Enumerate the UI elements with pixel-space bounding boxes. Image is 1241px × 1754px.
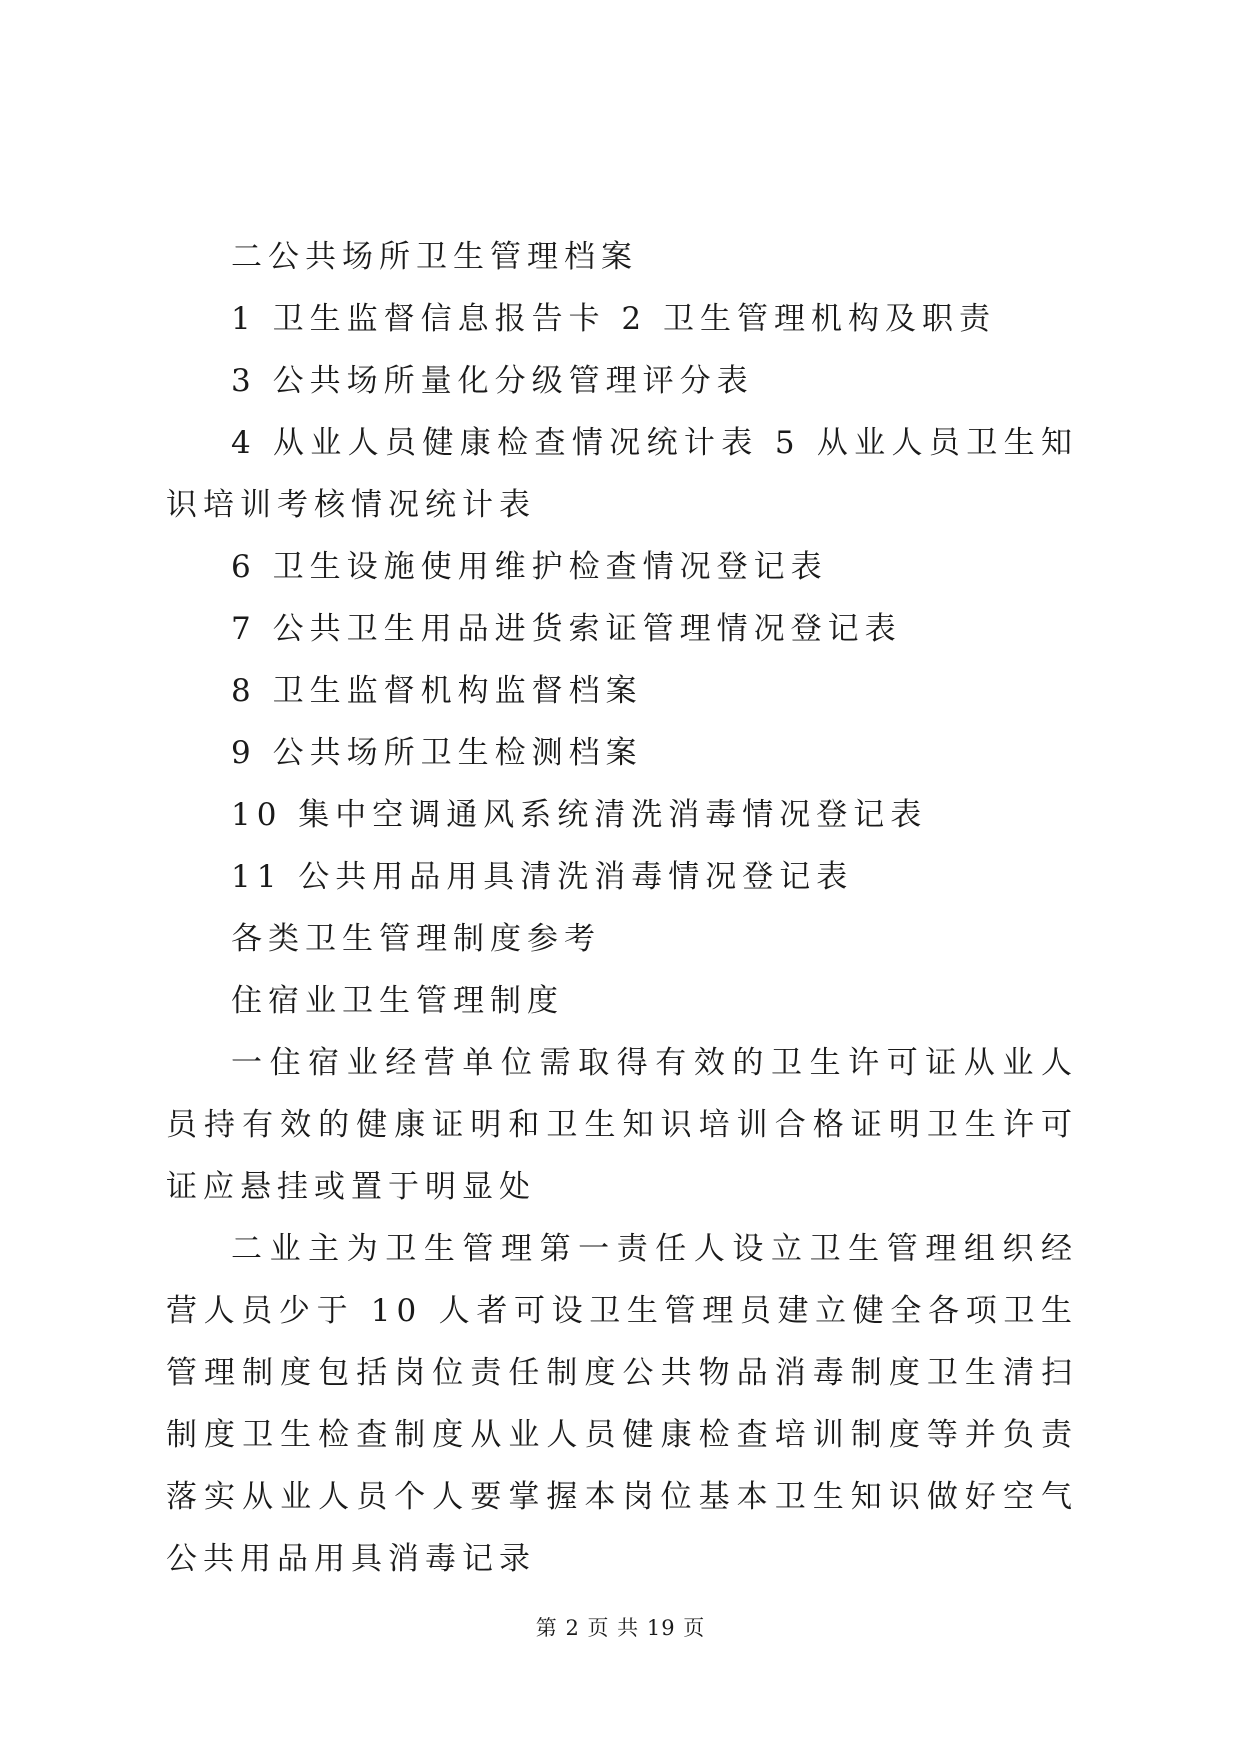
document-body bbox=[166, 226, 1078, 1590]
paragraph: 一住宿业经营单位需取得有效的卫生许可证从业人员持有效的健康证明和卫生知识培训合格证明卫生许可证应悬挂或置于明显处 bbox=[166, 1045, 1078, 1205]
paragraph: 3 公共场所量化分级管理评分表 bbox=[231, 363, 754, 399]
paragraph: 二公共场所卫生管理档案 bbox=[231, 239, 638, 275]
paragraph: 6 卫生设施使用维护检查情况登记表 bbox=[231, 549, 828, 585]
paragraph: 二业主为卫生管理第一责任人设立卫生管理组织经营人员少于 10 人者可设卫生管理员建立健全各项卫生管理制度包括岗位责任制度公共物品消毒制度卫生清扫制度卫生检查制度从业人员健康检查培训制度等并负责落实从业人员个人要掌握本岗位基本卫生知识做好空气公共用品用具消毒记录 bbox=[166, 1231, 1078, 1577]
paragraph: 11 公共用品用具清洗消毒情况登记表 bbox=[231, 859, 854, 895]
paragraph: 住宿业卫生管理制度 bbox=[231, 983, 564, 1019]
paragraph: 7 公共卫生用品进货索证管理情况登记表 bbox=[231, 611, 902, 647]
page-number-footer: 第 2 页 共 19 页 bbox=[535, 1616, 706, 1640]
paragraph: 9 公共场所卫生检测档案 bbox=[231, 735, 643, 771]
paragraph: 8 卫生监督机构监督档案 bbox=[231, 673, 643, 709]
paragraph: 4 从业人员健康检查情况统计表 5 从业人员卫生知识培训考核情况统计表 bbox=[166, 425, 1078, 523]
paragraph: 10 集中空调通风系统清洗消毒情况登记表 bbox=[231, 797, 928, 833]
paragraph: 各类卫生管理制度参考 bbox=[231, 921, 601, 957]
paragraph: 1 卫生监督信息报告卡 2 卫生管理机构及职责 bbox=[231, 301, 997, 337]
